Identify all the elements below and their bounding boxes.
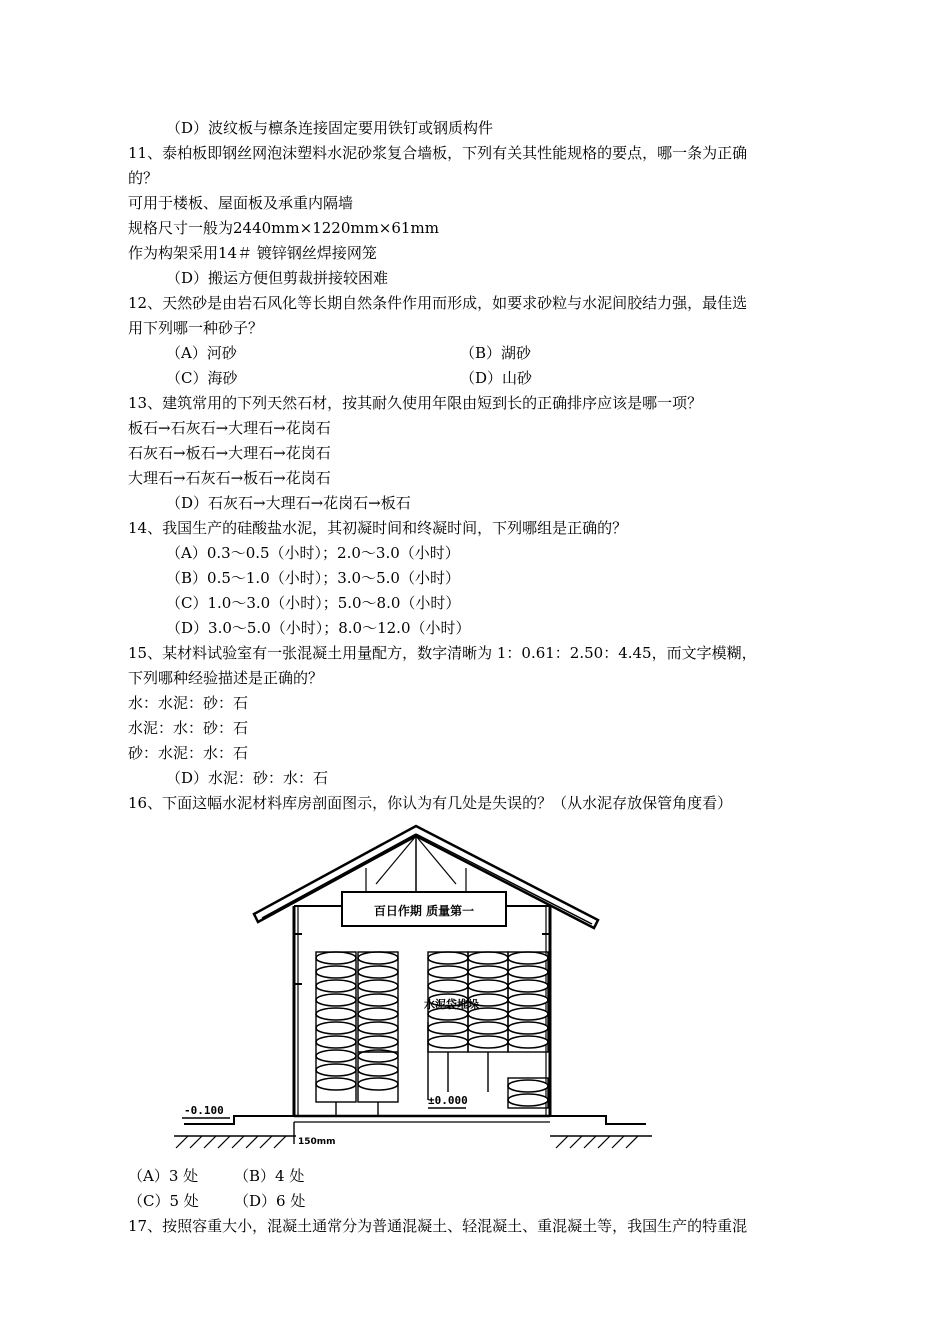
q12-option-d: （D）山砂 [460, 369, 533, 387]
q13-option-c: 大理石→石灰石→板石→花岗石 [128, 469, 331, 487]
q12-option-a: （A）河砂 [166, 344, 237, 362]
q11-stem-cont: 的？ [128, 169, 159, 187]
q12-options-row2 [166, 368, 666, 388]
q12-stem: 12、天然砂是由岩石风化等长期自然条件作用而形成，如要求砂粒与水泥间胶结力强，最佳选 [128, 294, 748, 312]
q12-option-c: （C）海砂 [166, 369, 238, 387]
q12-stem-cont: 用下列哪一种砂子？ [128, 319, 264, 337]
warehouse-drawing [166, 822, 652, 1152]
q17-stem: 17、按照容重大小，混凝土通常分为普通混凝土、轻混凝土、重混凝土等，我国生产的特重混 [128, 1217, 748, 1235]
q14-option-a: （A）0.3～0.5（小时）；2.0～3.0（小时） [166, 544, 460, 562]
q16-options-row1 [128, 1166, 528, 1186]
q10-option-d: （D）波纹板与檩条连接固定要用铁钉或钢质构件 [166, 119, 494, 137]
q14-stem: 14、我国生产的硅酸盐水泥，其初凝时间和终凝时间，下列哪组是正确的？ [128, 519, 628, 537]
q13-stem: 13、建筑常用的下列天然石材，按其耐久使用年限由短到长的正确排序应该是哪一项？ [128, 394, 703, 412]
q16-option-c: （C）5 处 [128, 1192, 199, 1210]
cement-bag-stack-label: 水泥袋堆垛 [424, 998, 479, 1011]
q15-option-b: 水泥：水：砂：石 [128, 719, 249, 737]
q12-options-row1 [166, 343, 666, 363]
q14-option-c: （C）1.0～3.0（小时）；5.0～8.0（小时） [166, 594, 461, 612]
q12-option-b: （B）湖砂 [460, 344, 532, 362]
q16-option-a: （A）3 处 [128, 1167, 199, 1185]
q15-stem: 15、某材料试验室有一张混凝土用量配方，数字清晰为 1：0.61：2.50：4.45，而文字模糊， [128, 644, 757, 662]
q14-option-b: （B）0.5～1.0（小时）；3.0～5.0（小时） [166, 569, 460, 587]
warehouse-sign-text: 百日作期 质量第一 [373, 904, 475, 918]
q11-option-a: 可用于楼板、屋面板及承重内隔墙 [128, 194, 354, 212]
q15-option-c: 砂：水泥：水：石 [128, 744, 249, 762]
q16-options-row2 [128, 1191, 528, 1211]
q15-option-d: （D）水泥：砂：水：石 [166, 769, 329, 787]
q13-option-b: 石灰石→板石→大理石→花岗石 [128, 444, 331, 462]
q11-option-c: 作为构架采用14＃ 镀锌钢丝焊接网笼 [128, 244, 377, 262]
outside-elevation-label: -0.100 [184, 1104, 224, 1117]
q11-option-b: 规格尺寸一般为2440mm×1220mm×61mm [128, 219, 439, 237]
q16-option-b: （B）4 处 [234, 1167, 305, 1185]
q11-stem: 11、泰柏板即钢丝网泡沫塑料水泥砂浆复合墙板，下列有关其性能规格的要点，哪一条为正确 [128, 144, 748, 162]
q11-option-d: （D）搬运方便但剪裁拼接较困难 [166, 269, 389, 287]
q15-option-a: 水：水泥：砂：石 [128, 694, 249, 712]
step-height-label: 150mm [298, 1137, 336, 1147]
cement-warehouse-section-figure [166, 822, 652, 1152]
q16-stem: 16、下面这幅水泥材料库房剖面图示，你认为有几处是失误的？（从水泥存放保管角度看） [128, 794, 733, 812]
q13-option-a: 板石→石灰石→大理石→花岗石 [128, 419, 331, 437]
q16-option-d: （D）6 处 [234, 1192, 306, 1210]
q13-option-d: （D）石灰石→大理石→花岗石→板石 [166, 494, 411, 512]
floor-elevation-label: ±0.000 [428, 1094, 468, 1107]
q14-option-d: （D）3.0～5.0（小时）；8.0～12.0（小时） [166, 619, 471, 637]
q15-stem-cont: 下列哪种经验描述是正确的？ [128, 669, 324, 687]
